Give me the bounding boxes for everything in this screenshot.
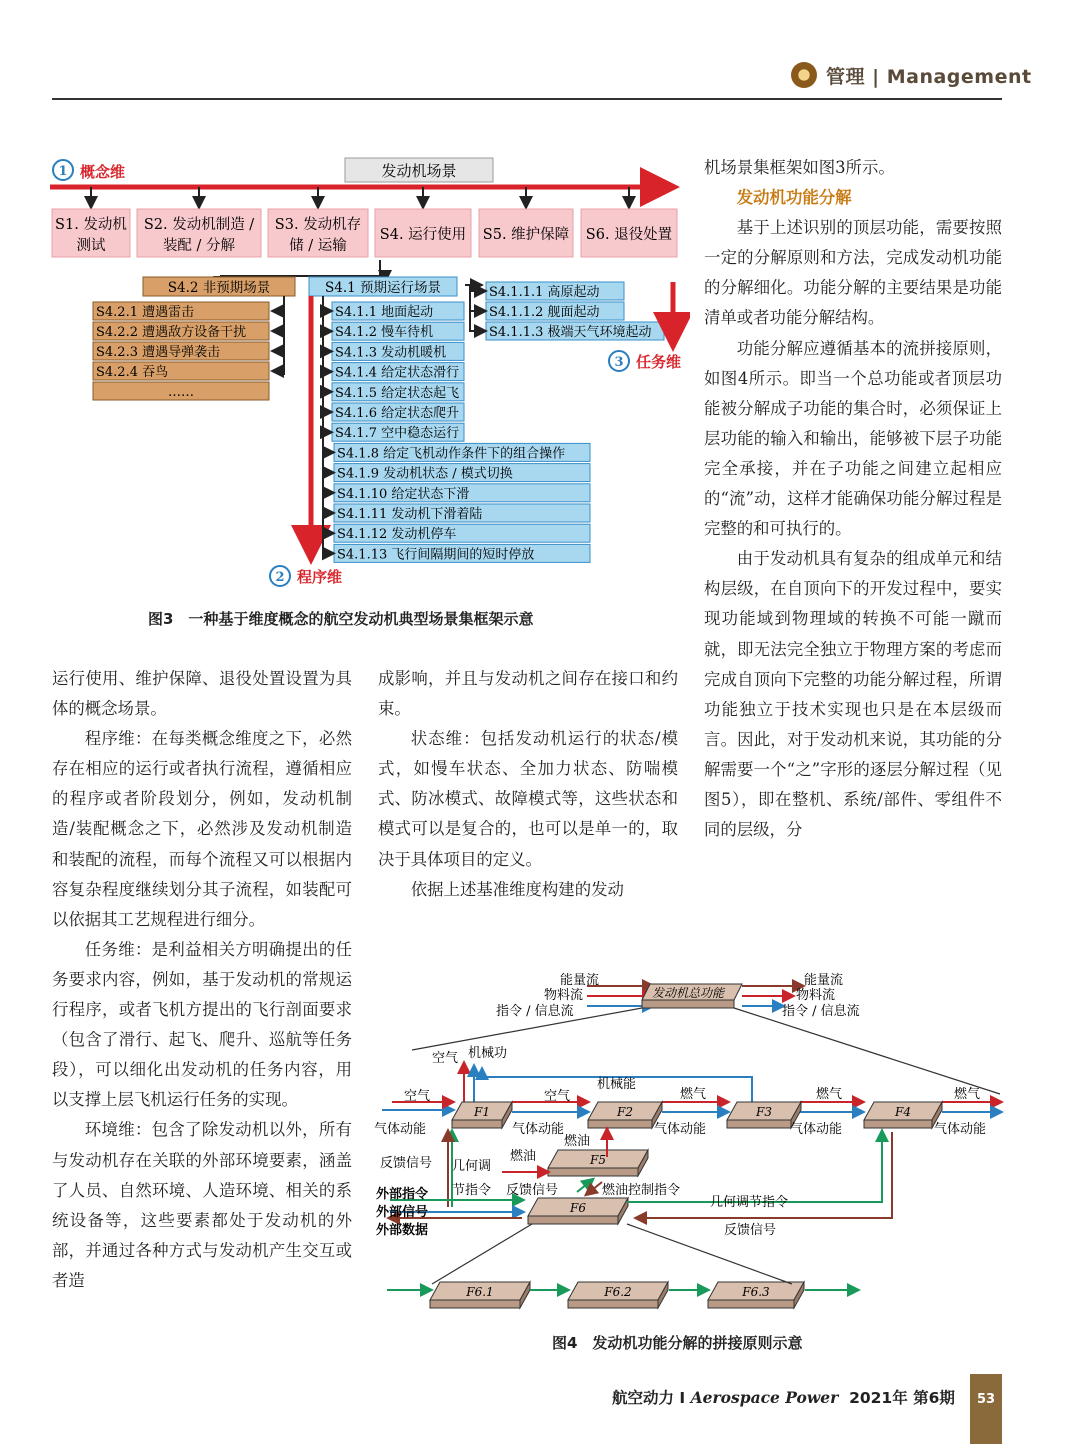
s41-item-6: S4.1.6 给定状态爬升 — [335, 406, 460, 421]
header-separator: | — [872, 66, 880, 88]
header-rule — [52, 98, 1002, 100]
mech-work-label: 机械功 — [468, 1046, 508, 1061]
gas-label-2: 燃气 — [816, 1087, 843, 1102]
left-col-paragraph-2: 程序维：在每类概念维度之下，必然存在相应的运行或者执行流程，遵循相应的程序或者阶段划分，例如，发动机制造/装配概念之下，必然涉及发动机制造和装配的流程，而每个流程又可以根据内容复杂程度继续划分其子流程，如装配可以依据其工艺规程进行细分。 — [52, 729, 352, 929]
dim1-label: 概念维 — [80, 163, 126, 181]
function-label-F2: F2 — [617, 1105, 633, 1119]
right-col-heading-2: 发动机功能分解 — [736, 188, 852, 208]
air-label-2: 空气 — [544, 1089, 571, 1104]
concept-item-2-line-1: S2. 发动机制造 / — [143, 217, 255, 233]
journal-issue: 2021年 第6期 — [849, 1389, 955, 1407]
in-info: 指令 / 信息流 — [496, 1004, 574, 1019]
s41-item-1: S4.1.1 地面起动 — [335, 305, 434, 320]
s42-title: S4.2 非预期场景 — [167, 280, 271, 296]
section-en: Management — [886, 66, 1032, 88]
s41-item-11: S4.1.11 发动机下滑着陆 — [337, 507, 483, 522]
mid-col-paragraph-1: 成影响，并且与发动机之间存在接口和约束。 — [378, 669, 678, 719]
out-info: 指令 / 信息流 — [782, 1004, 860, 1019]
figure-4-diagram — [372, 962, 1008, 1332]
s42-items — [93, 302, 284, 400]
function-box-F6-3 — [708, 1282, 804, 1308]
journal-cn: 航空动力 — [612, 1389, 675, 1407]
right-column-top — [704, 153, 1002, 845]
s42-item-2: S4.2.2 遭遇敌方设备干扰 — [96, 325, 247, 340]
s411-item-2: S4.1.1.2 舰面起动 — [489, 305, 600, 320]
function-label-F3: F3 — [756, 1105, 772, 1119]
kinetic-label-4: 气体动能 — [790, 1122, 843, 1137]
left-column — [52, 664, 352, 1296]
journal-logo-icon — [791, 62, 817, 88]
s42-item-3: S4.2.3 遭遇导弹袭击 — [96, 345, 221, 360]
function-label-F6-1: F6.1 — [466, 1285, 494, 1299]
function-label-F6-3: F6.3 — [742, 1285, 770, 1299]
function-label-F5: F5 — [590, 1153, 606, 1167]
function-label-F6-2: F6.2 — [604, 1285, 632, 1299]
left-col-paragraph-4: 环境维：包含了除发动机以外，所有与发动机存在关联的外部环境要素，涵盖了人员、自然环境、人造环境、相关的系统设备等，这些要素都处于发动机的外部，并通过各种方式与发动机产生交互或者造 — [52, 1120, 352, 1290]
function-box-F6-1 — [430, 1282, 530, 1308]
air-label-top: 空气 — [432, 1051, 459, 1066]
feedback-label-right: 反馈信号 — [724, 1223, 777, 1238]
dim2-label: 程序维 — [297, 568, 343, 586]
s41-items — [323, 302, 590, 562]
concept-items — [52, 187, 677, 257]
middle-column — [378, 664, 678, 905]
mech-energy-label: 机械能 — [597, 1077, 637, 1092]
s41-item-4: S4.1.4 给定状态滑行 — [335, 365, 460, 381]
concept-item-2-line-2: 装配 / 分解 — [162, 238, 236, 254]
s41-item-5: S4.1.5 给定状态起飞 — [335, 385, 460, 401]
s411-items — [470, 282, 664, 340]
s41-item-3: S4.1.3 发动机暖机 — [335, 345, 447, 361]
s42-item-1: S4.2.1 遭遇雷击 — [96, 305, 195, 320]
figure-4-caption: 图4 发动机功能分解的拼接原则示意 — [552, 1334, 803, 1352]
total-label: 发动机总功能 — [651, 986, 725, 1000]
function-box-F5 — [548, 1150, 648, 1176]
kinetic-label-3: 气体动能 — [654, 1122, 707, 1137]
geom-adj-label-1: 几何调 — [452, 1159, 492, 1174]
concept-item-4-line-1: S4. 运行使用 — [379, 227, 467, 243]
kinetic-label-5: 气体动能 — [934, 1122, 987, 1137]
s411-item-3: S4.1.1.3 极端天气环境起动 — [489, 325, 652, 340]
s42-item-5: …… — [168, 385, 194, 400]
gas-label-3: 燃气 — [954, 1087, 981, 1102]
dim2-num: 2 — [275, 570, 285, 585]
left-col-paragraph-1: 运行使用、维护保障、退役处置设置为具体的概念场景。 — [52, 669, 352, 719]
ext-cmd-label: 外部指令 — [376, 1187, 429, 1202]
mid-col-paragraph-3: 依据上述基准维度构建的发动 — [410, 879, 624, 899]
s411-item-1: S4.1.1.1 高原起动 — [489, 285, 600, 300]
out-energy: 能量流 — [804, 973, 844, 988]
page-number: 53 — [970, 1374, 1002, 1444]
s41-item-9: S4.1.9 发动机状态 / 模式切换 — [337, 466, 513, 482]
feedback-label-left: 反馈信号 — [380, 1156, 433, 1171]
right-col-paragraph-1: 机场景集框架如图3所示。 — [704, 158, 895, 177]
function-box-F2 — [588, 1102, 662, 1128]
kinetic-label-2: 气体动能 — [512, 1122, 565, 1137]
function-label-F1: F1 — [474, 1105, 490, 1119]
concept-item-1-line-1: S1. 发动机 — [55, 217, 127, 233]
geom-cmd-label: 几何调节指令 — [710, 1195, 789, 1210]
ext-data-label: 外部数据 — [376, 1223, 429, 1238]
in-material: 物料流 — [544, 988, 584, 1003]
function-label-F4: F4 — [895, 1105, 911, 1119]
s41-title: S4.1 预期运行场景 — [324, 280, 442, 296]
dim1-num: 1 — [58, 164, 68, 179]
root-label: 发动机场景 — [381, 162, 457, 180]
right-col-paragraph-3: 基于上述识别的顶层功能，需要按照一定的分解原则和方法，完成发动机功能的分解细化。功能分解的主要结果是功能清单或者功能分解结构。 — [704, 218, 1002, 328]
left-col-paragraph-3: 任务维：是利益相关方明确提出的任务要求内容，例如，基于发动机的常规运行程序，或者飞机方提出的飞行剖面要求（包含了滑行、起飞、爬升、巡航等任务段），可以细化出发动机的任务内容，用以支撑上层飞机运行任务的实现。 — [52, 939, 352, 1110]
mid-col-paragraph-2: 状态维：包括发动机运行的状态/模式，如慢车状态、全加力状态、防喘模式、防冰模式、故障模式等，这些状态和模式可以是复合的，也可以是单一的，取决于具体项目的定义。 — [378, 729, 678, 869]
concept-item-3-line-2: 储 / 运输 — [289, 238, 347, 254]
dim3-label: 任务维 — [636, 353, 682, 371]
fuel-label-up: 燃油 — [564, 1134, 591, 1149]
geom-adj-label-2: 节指令 — [452, 1183, 492, 1198]
section-header — [826, 62, 1032, 89]
s41-item-12: S4.1.12 发动机停车 — [337, 527, 457, 543]
figure-3-diagram — [40, 150, 690, 600]
concept-item-6-line-1: S6. 退役处置 — [585, 227, 673, 243]
s42-item-4: S4.2.4 吞鸟 — [96, 365, 169, 380]
dim3-num: 3 — [614, 355, 624, 370]
function-box-F6 — [528, 1198, 628, 1224]
section-cn: 管理 — [826, 66, 866, 88]
feedback-label-mid: 反馈信号 — [506, 1183, 559, 1198]
concept-item-3-line-1: S3. 发动机存 — [274, 217, 362, 233]
s41-item-7: S4.1.7 空中稳态运行 — [335, 426, 460, 442]
s41-item-13: S4.1.13 飞行间隔期间的短时停放 — [337, 547, 535, 563]
air-label-1: 空气 — [404, 1089, 431, 1104]
kinetic-label-1: 气体动能 — [374, 1122, 427, 1137]
fuel-ctrl-label: 燃油控制指令 — [602, 1183, 681, 1198]
in-energy: 能量流 — [560, 973, 600, 988]
journal-bar: I — [679, 1389, 686, 1407]
function-box-F4 — [864, 1102, 942, 1128]
right-col-paragraph-5: 由于发动机具有复杂的组成单元和结构层级，在自顶向下的开发过程中，要实现功能域到物理域的转换不可能一蹴而就，即无法完全独立于物理方案的考虑而完成自顶向下完整的功能分解过程，所谓功能独立于技术实现也只是在本层级而言。因此，对于发动机来说，其功能的分解需要一个“之”字形的逐层分解过程（见图5），即在整机、系统/部件、零组件不同的层级，分 — [704, 549, 1002, 840]
footer-journal — [612, 1386, 955, 1408]
journal-en: Aerospace Power — [690, 1388, 839, 1407]
s41-item-8: S4.1.8 给定飞机动作条件下的组合操作 — [337, 446, 566, 462]
concept-item-1-line-2: 测试 — [76, 238, 106, 254]
right-col-paragraph-4: 功能分解应遵循基本的流拼接原则，如图4所示。即当一个总功能或者顶层功能被分解成子功能的集合时，必须保证上层功能的输入和输出，能够被下层子功能完全承接，并在子功能之间建立起相应的“流”动，这样才能确保功能分解过程是完整的和可执行的。 — [704, 338, 1002, 539]
out-material: 物料流 — [796, 988, 836, 1003]
ext-sig-label: 外部信号 — [376, 1205, 429, 1220]
s41-item-2: S4.1.2 慢车待机 — [335, 325, 434, 341]
function-label-F6: F6 — [570, 1201, 586, 1215]
function-box-F1 — [452, 1102, 512, 1128]
fuel-label-left: 燃油 — [510, 1149, 537, 1164]
concept-item-5-line-1: S5. 维护保障 — [482, 227, 570, 243]
figure-3-caption: 图3 一种基于维度概念的航空发动机典型场景集框架示意 — [148, 610, 534, 628]
gas-label-1: 燃气 — [680, 1087, 707, 1102]
function-box-F6-2 — [568, 1282, 668, 1308]
s41-item-10: S4.1.10 给定状态下滑 — [337, 486, 470, 502]
